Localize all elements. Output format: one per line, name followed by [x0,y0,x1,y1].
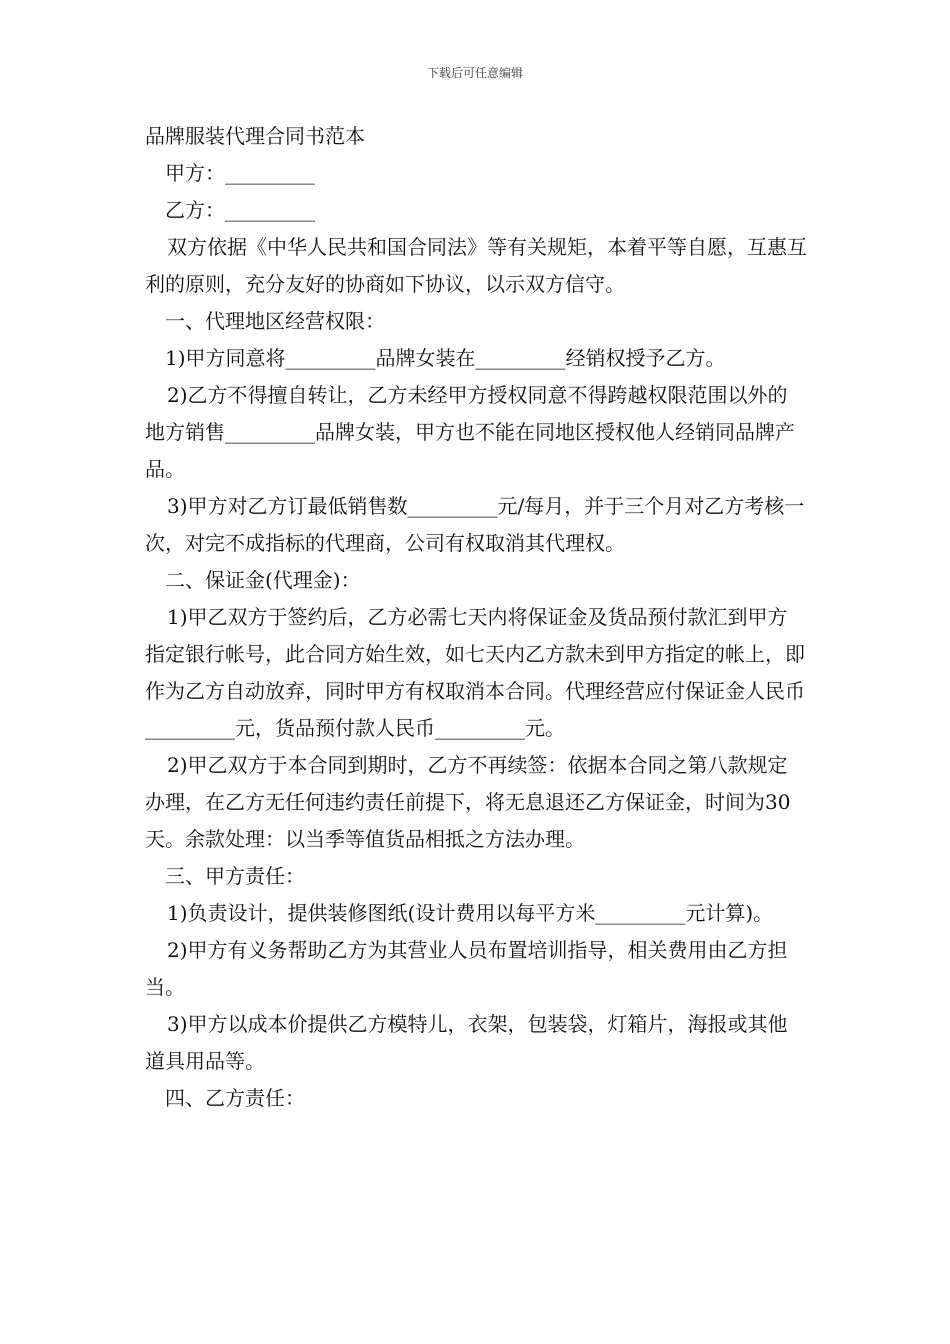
document-body [145,118,807,1117]
section-3-item-2: 2)甲方有义务帮助乙方为其营业人员布置培训指导，相关费用由乙方担当。 [145,938,788,999]
section-1-heading: 一、代理地区经营权限： [165,309,385,333]
section-1-item-2: 2)乙方不得擅自转让，乙方未经甲方授权同意不得跨越权限范围以外的地方销售_________品牌女装，甲方也不能在同地区授权他人经销同品牌产品。 [145,383,795,481]
header-note: 下载后可任意编辑 [426,66,523,80]
party-a-line: 甲方：_________ [165,161,315,185]
section-3-heading: 三、甲方责任： [165,864,305,888]
section-2-heading: 二、保证金(代理金)： [165,568,361,592]
section-1-item-3: 3)甲方对乙方订最低销售数_________元/每月，并于三个月对乙方考核一次，对完不成指标的代理商，公司有权取消其代理权。 [145,494,805,555]
section-2-item-1: 1)甲乙双方于签约后，乙方必需七天内将保证金及货品预付款汇到甲方指定银行帐号，此合同方始生效，如七天内乙方款未到甲方指定的帐上，即作为乙方自动放弃，同时甲方有权取消本合同。代理经营应付保证金人民币_________元，货品预付款人民币_________元。 [145,605,805,740]
section-3-item-1: 1)负责设计，提供装修图纸(设计费用以每平方米_________元计算)。 [167,901,774,925]
section-3-item-3: 3)甲方以成本价提供乙方模特儿，衣架，包装袋，灯箱片，海报或其他道具用品等。 [145,1012,788,1073]
section-2-item-2: 2)甲乙双方于本合同到期时，乙方不再续签：依据本合同之第八款规定办理，在乙方无任何违约责任前提下，将无息退还乙方保证金，时间为30天。余款处理：以当季等值货品相抵之方法办理。 [145,753,791,851]
document-title: 品牌服装代理合同书范本 [145,124,365,148]
section-4-heading: 四、乙方责任： [165,1086,305,1110]
intro-paragraph: 双方依据《中华人民共和国合同法》等有关规矩，本着平等自愿，互惠互利的原则，充分友好的协商如下协议，以示双方信守。 [145,235,807,296]
party-b-line: 乙方：_________ [165,198,315,222]
section-1-item-1: 1)甲方同意将_________品牌女装在_________经销权授予乙方。 [165,346,726,370]
